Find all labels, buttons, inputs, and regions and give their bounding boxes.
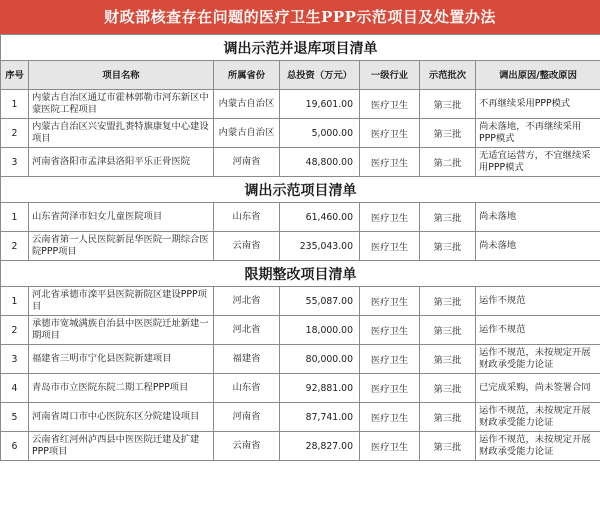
- cell-name: 承德市宽城满族自治县中医医院迁址新建一期项目: [29, 316, 214, 345]
- cell-batch: 第三批: [420, 403, 476, 432]
- cell-name: 青岛市市立医院东院二期工程PPP项目: [29, 374, 214, 403]
- cell-batch: 第三批: [420, 316, 476, 345]
- cell-batch: 第三批: [420, 90, 476, 119]
- cell-no: 1: [1, 287, 29, 316]
- table-row: [1, 316, 600, 345]
- cell-investment: 55,087.00: [280, 287, 360, 316]
- table-row: [1, 232, 600, 261]
- cell-industry: 医疗卫生: [360, 232, 420, 261]
- col-header-province: 所属省份: [214, 61, 280, 90]
- cell-industry: 医疗卫生: [360, 90, 420, 119]
- col-header-no: 序号: [1, 61, 29, 90]
- cell-no: 1: [1, 203, 29, 232]
- cell-industry: 医疗卫生: [360, 203, 420, 232]
- cell-province: 云南省: [214, 232, 280, 261]
- project-table: [0, 34, 600, 461]
- cell-reason: 运作不规范，未按规定开展财政承受能力论证: [476, 403, 600, 432]
- cell-investment: 48,800.00: [280, 148, 360, 177]
- cell-industry: 医疗卫生: [360, 148, 420, 177]
- cell-investment: 80,000.00: [280, 345, 360, 374]
- cell-batch: 第三批: [420, 119, 476, 148]
- cell-name: 内蒙古自治区兴安盟扎赉特旗康复中心建设项目: [29, 119, 214, 148]
- cell-batch: 第三批: [420, 345, 476, 374]
- cell-batch: 第三批: [420, 432, 476, 461]
- cell-reason: 尚未落地: [476, 203, 600, 232]
- cell-reason: 尚未落地: [476, 232, 600, 261]
- table-row: [1, 403, 600, 432]
- cell-reason: 运作不规范: [476, 316, 600, 345]
- table-row: [1, 148, 600, 177]
- table-row: [1, 203, 600, 232]
- cell-batch: 第三批: [420, 287, 476, 316]
- cell-batch: 第三批: [420, 232, 476, 261]
- cell-no: 6: [1, 432, 29, 461]
- cell-batch: 第三批: [420, 203, 476, 232]
- cell-name: 河北省承德市滦平县医院新院区建设PPP项目: [29, 287, 214, 316]
- cell-investment: 18,000.00: [280, 316, 360, 345]
- cell-name: 河南省洛阳市孟津县洛阳平乐正骨医院: [29, 148, 214, 177]
- cell-name: 内蒙古自治区通辽市霍林郭勒市河东新区中蒙医院工程项目: [29, 90, 214, 119]
- column-header-row: [1, 61, 600, 90]
- section-header: [1, 177, 600, 203]
- table-row: [1, 432, 600, 461]
- cell-reason: 已完成采购，尚未签署合同: [476, 374, 600, 403]
- cell-province: 云南省: [214, 432, 280, 461]
- cell-name: 山东省菏泽市妇女儿童医院项目: [29, 203, 214, 232]
- cell-investment: 5,000.00: [280, 119, 360, 148]
- cell-industry: 医疗卫生: [360, 374, 420, 403]
- cell-province: 河北省: [214, 316, 280, 345]
- cell-no: 1: [1, 90, 29, 119]
- cell-investment: 19,601.00: [280, 90, 360, 119]
- cell-industry: 医疗卫生: [360, 432, 420, 461]
- cell-investment: 87,741.00: [280, 403, 360, 432]
- section-header: [1, 261, 600, 287]
- cell-reason: 尚未落地，不再继续采用PPP模式: [476, 119, 600, 148]
- cell-province: 河南省: [214, 148, 280, 177]
- cell-reason: 不再继续采用PPP模式: [476, 90, 600, 119]
- cell-batch: 第三批: [420, 374, 476, 403]
- col-header-name: 项目名称: [29, 61, 214, 90]
- cell-no: 3: [1, 148, 29, 177]
- cell-investment: 235,043.00: [280, 232, 360, 261]
- cell-province: 内蒙古自治区: [214, 90, 280, 119]
- cell-no: 5: [1, 403, 29, 432]
- col-header-batch: 示范批次: [420, 61, 476, 90]
- table-row: [1, 374, 600, 403]
- cell-name: 福建省三明市宁化县医院新建项目: [29, 345, 214, 374]
- col-header-investment: 总投资（万元）: [280, 61, 360, 90]
- cell-no: 2: [1, 119, 29, 148]
- cell-province: 山东省: [214, 374, 280, 403]
- cell-province: 福建省: [214, 345, 280, 374]
- section-title: 调出示范并退库项目清单: [1, 35, 600, 61]
- section-title: 限期整改项目清单: [1, 261, 600, 287]
- col-header-industry: 一级行业: [360, 61, 420, 90]
- table-row: [1, 345, 600, 374]
- cell-name: 云南省第一人民医院新昆华医院一期综合医院PPP项目: [29, 232, 214, 261]
- cell-no: 2: [1, 316, 29, 345]
- cell-industry: 医疗卫生: [360, 287, 420, 316]
- cell-reason: 运作不规范，未按规定开展财政承受能力论证: [476, 345, 600, 374]
- cell-reason: 无适宜运营方，不宜继续采用PPP模式: [476, 148, 600, 177]
- cell-province: 河南省: [214, 403, 280, 432]
- table-row: [1, 287, 600, 316]
- cell-no: 3: [1, 345, 29, 374]
- cell-province: 河北省: [214, 287, 280, 316]
- cell-industry: 医疗卫生: [360, 119, 420, 148]
- cell-no: 4: [1, 374, 29, 403]
- page-title: 财政部核查存在问题的医疗卫生PPP示范项目及处置办法: [0, 0, 600, 34]
- cell-name: 河南省周口市中心医院东区分院建设项目: [29, 403, 214, 432]
- section-title: 调出示范项目清单: [1, 177, 600, 203]
- cell-province: 山东省: [214, 203, 280, 232]
- cell-reason: 运作不规范，未按规定开展财政承受能力论证: [476, 432, 600, 461]
- col-header-reason: 调出原因/整改原因: [476, 61, 600, 90]
- table-row: [1, 90, 600, 119]
- table-body: [1, 35, 600, 461]
- cell-no: 2: [1, 232, 29, 261]
- cell-investment: 61,460.00: [280, 203, 360, 232]
- cell-industry: 医疗卫生: [360, 316, 420, 345]
- table-row: [1, 119, 600, 148]
- section-header: [1, 35, 600, 61]
- cell-province: 内蒙古自治区: [214, 119, 280, 148]
- cell-reason: 运作不规范: [476, 287, 600, 316]
- cell-industry: 医疗卫生: [360, 345, 420, 374]
- cell-investment: 92,881.00: [280, 374, 360, 403]
- cell-investment: 28,827.00: [280, 432, 360, 461]
- cell-industry: 医疗卫生: [360, 403, 420, 432]
- cell-name: 云南省红河州泸西县中医医院迁建及扩建PPP项目: [29, 432, 214, 461]
- cell-batch: 第二批: [420, 148, 476, 177]
